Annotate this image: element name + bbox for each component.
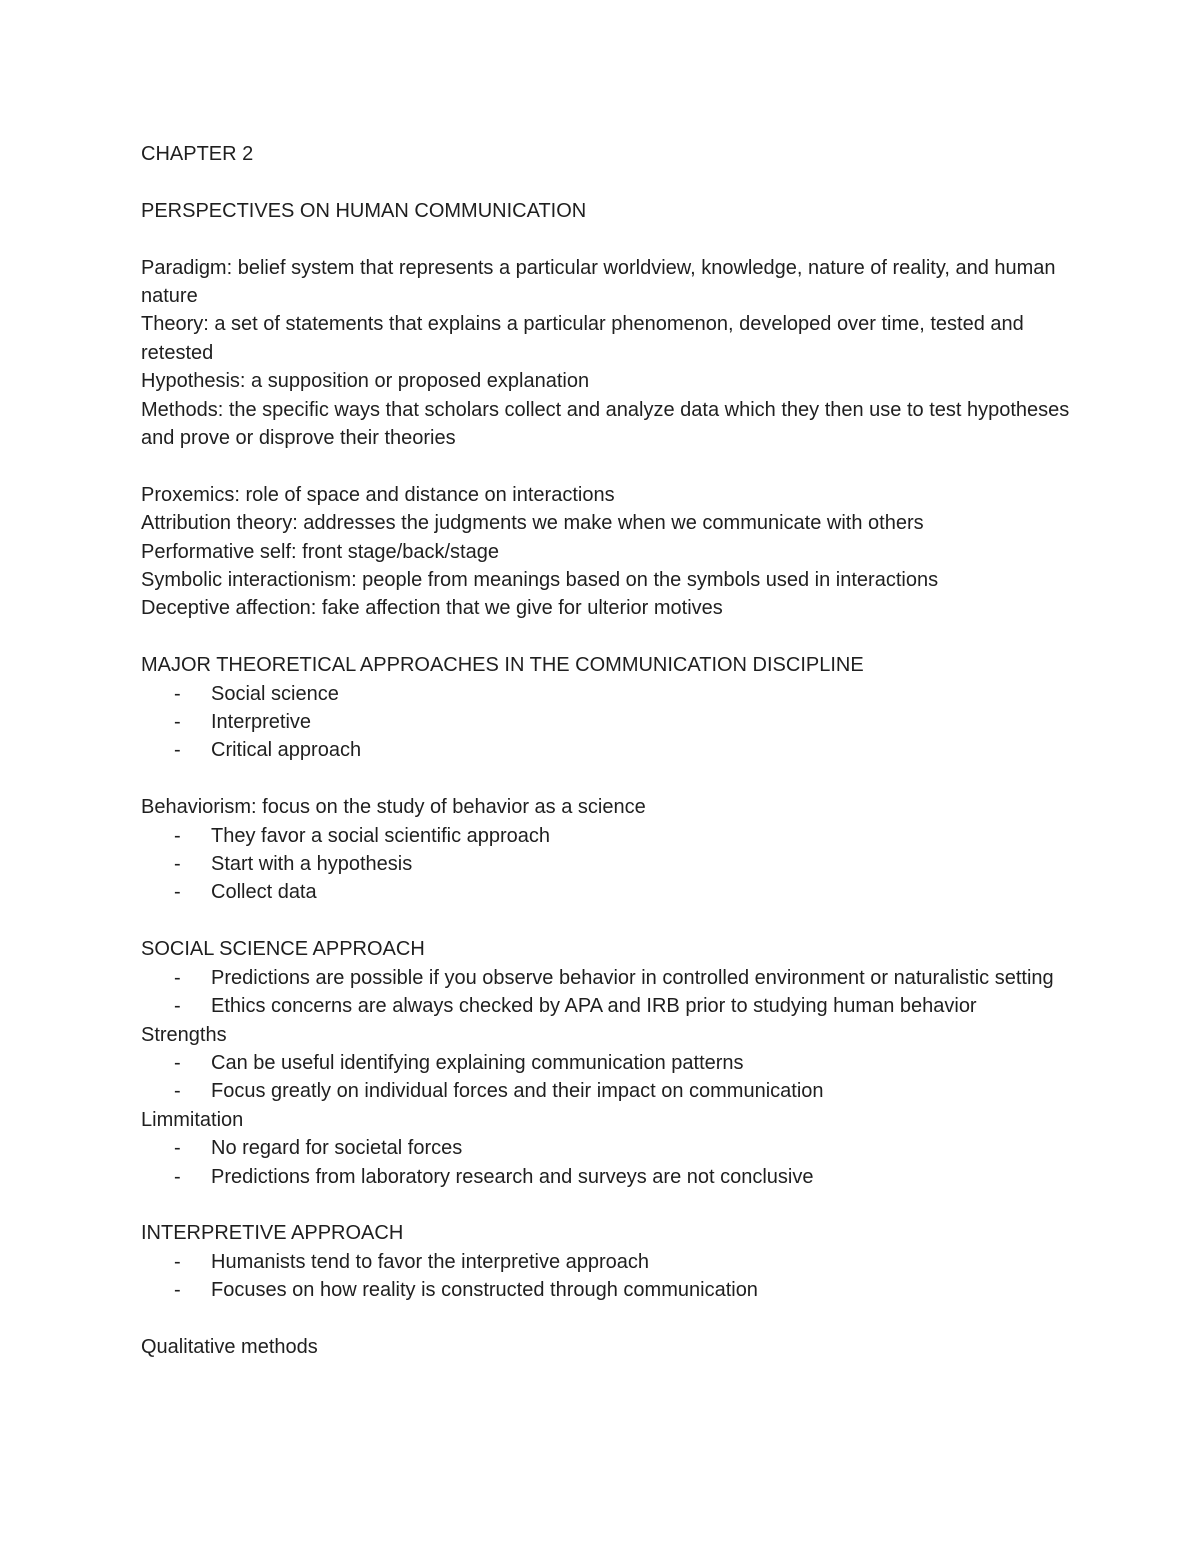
list-item xyxy=(141,708,1071,736)
dash-bullet-icon: - xyxy=(174,1137,181,1160)
list-item xyxy=(141,736,1071,764)
definition-performative-self: Performative self: front stage/back/stage xyxy=(141,540,499,563)
definition-theory: Theory: a set of statements that explains a particular phenomenon, developed over time, tested and retested xyxy=(141,313,1024,364)
list-item-text: Interpretive xyxy=(211,711,312,734)
list-item xyxy=(141,680,1071,708)
list-item xyxy=(141,1049,1071,1077)
dash-bullet-icon: - xyxy=(174,824,181,847)
list-item-text: Humanists tend to favor the interpretive approach xyxy=(211,1250,650,1273)
list-item xyxy=(141,822,1071,850)
section-heading-interpretive: INTERPRETIVE APPROACH xyxy=(141,1222,404,1245)
spacer xyxy=(141,623,1071,651)
list-item xyxy=(141,1134,1071,1162)
definition-attribution-theory: Attribution theory: addresses the judgments we make when we communicate with others xyxy=(141,512,924,535)
list-item xyxy=(141,964,1071,992)
spacer xyxy=(141,1191,1071,1219)
list-item xyxy=(141,878,1071,906)
dash-bullet-icon: - xyxy=(174,881,181,904)
spacer xyxy=(141,907,1071,935)
definition-hypothesis: Hypothesis: a supposition or proposed explanation xyxy=(141,370,590,393)
list-item-text: Collect data xyxy=(211,881,317,904)
list-item-text: Can be useful identifying explaining communication patterns xyxy=(211,1051,744,1074)
dash-bullet-icon: - xyxy=(174,1080,181,1103)
list-item xyxy=(141,1276,1071,1304)
dash-bullet-icon: - xyxy=(174,853,181,876)
section-heading-behaviorism: Behaviorism: focus on the study of behavior as a science xyxy=(141,796,646,819)
list-item xyxy=(141,850,1071,878)
spacer xyxy=(141,765,1071,793)
dash-bullet-icon: - xyxy=(174,682,181,705)
list-item-text: Predictions are possible if you observe behavior in controlled environment or naturalistic setting xyxy=(211,966,1054,989)
major-approaches-list xyxy=(141,680,1071,765)
chapter-label: CHAPTER 2 xyxy=(141,143,254,165)
page-title: PERSPECTIVES ON HUMAN COMMUNICATION xyxy=(141,199,587,222)
list-item-text: Start with a hypothesis xyxy=(211,853,413,876)
behaviorism-list xyxy=(141,822,1071,907)
dash-bullet-icon: - xyxy=(174,966,181,989)
qualitative-methods-heading: Qualitative methods xyxy=(141,1335,318,1358)
list-item xyxy=(141,1163,1071,1191)
section-heading-social-science: SOCIAL SCIENCE APPROACH xyxy=(141,938,425,961)
interpretive-list xyxy=(141,1248,1071,1305)
list-item xyxy=(141,1248,1071,1276)
definition-symbolic-interactionism: Symbolic interactionism: people from meanings based on the symbols used in interactions xyxy=(141,569,939,592)
dash-bullet-icon: - xyxy=(174,1250,181,1273)
list-item-text: Predictions from laboratory research and surveys are not conclusive xyxy=(211,1165,814,1188)
section-heading-major-approaches: MAJOR THEORETICAL APPROACHES IN THE COMMUNICATION DISCIPLINE xyxy=(141,654,864,677)
spacer xyxy=(141,1305,1071,1333)
dash-bullet-icon: - xyxy=(174,739,181,762)
spacer xyxy=(141,168,1071,196)
list-item-text: Social science xyxy=(211,682,339,705)
definition-methods: Methods: the specific ways that scholars collect and analyze data which they then use to test hypotheses and prove or disprove their theories xyxy=(141,398,1070,450)
list-item-text: Ethics concerns are always checked by APA and IRB prior to studying human behavior xyxy=(211,995,977,1018)
dash-bullet-icon: - xyxy=(174,1279,181,1302)
list-item xyxy=(141,992,1071,1020)
list-item-text: Focus greatly on individual forces and their impact on communication xyxy=(211,1080,824,1103)
list-item-text: Focuses on how reality is constructed through communication xyxy=(211,1279,758,1302)
spacer xyxy=(141,225,1071,253)
spacer xyxy=(141,452,1071,480)
definition-paradigm: Paradigm: belief system that represents a particular worldview, knowledge, nature of reality, and human nature xyxy=(141,256,1056,307)
list-item-text: No regard for societal forces xyxy=(211,1137,463,1160)
document-page xyxy=(141,140,1071,1361)
dash-bullet-icon: - xyxy=(174,1051,181,1074)
dash-bullet-icon: - xyxy=(174,995,181,1018)
dash-bullet-icon: - xyxy=(174,711,181,734)
limitations-list xyxy=(141,1134,1071,1191)
list-item xyxy=(141,1077,1071,1105)
social-science-list xyxy=(141,964,1071,1021)
subheading-limitation: Limmitation xyxy=(141,1108,244,1131)
list-item-text: Critical approach xyxy=(211,739,362,762)
subheading-strengths: Strengths xyxy=(141,1023,227,1046)
strengths-list xyxy=(141,1049,1071,1106)
dash-bullet-icon: - xyxy=(174,1165,181,1188)
definition-proxemics: Proxemics: role of space and distance on interactions xyxy=(141,483,615,506)
list-item-text: They favor a social scientific approach xyxy=(211,824,551,847)
definition-deceptive-affection: Deceptive affection: fake affection that we give for ulterior motives xyxy=(141,597,723,620)
